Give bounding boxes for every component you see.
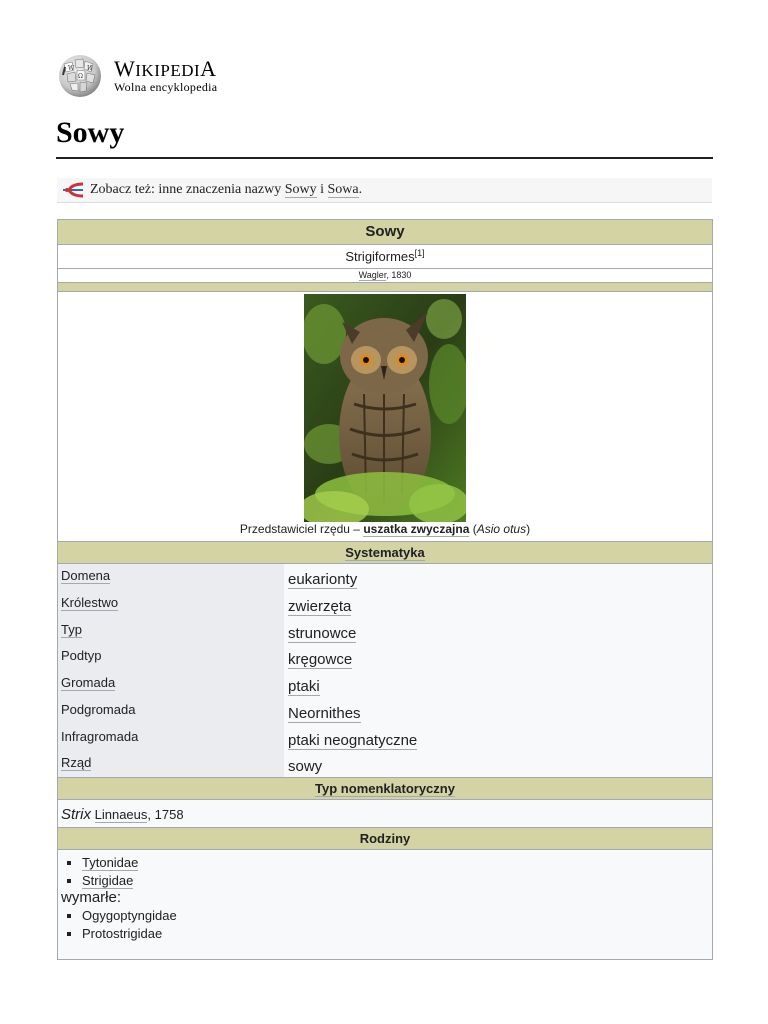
taxonomy-row: [58, 618, 712, 644]
page-title: Sowy: [56, 116, 125, 149]
wikipedia-tagline: Wolna encyklopedia: [114, 80, 218, 94]
systematics-link[interactable]: Systematyka: [345, 545, 425, 560]
author-link-linnaeus[interactable]: Linnaeus: [94, 807, 148, 822]
rank-value[interactable]: strunowce: [288, 625, 357, 642]
header-spacer: [58, 283, 712, 292]
families-header: Rodziny: [58, 828, 712, 850]
nomenclature-type-row: Strix Linnaeus, 1758: [58, 800, 712, 828]
disambiguation-hatnote: [57, 178, 712, 203]
taxonomy-row: [58, 698, 712, 724]
taxonomy-row: [58, 671, 712, 697]
rank-label: Podgromada: [61, 702, 136, 717]
taxonomy-row: [58, 725, 712, 751]
taxonomy-row: [58, 591, 712, 617]
rank-value[interactable]: ptaki: [288, 678, 320, 695]
author-link-wagler[interactable]: Wagler: [358, 270, 387, 280]
scientific-name: Strigiformes[1]: [58, 245, 712, 269]
taxonomy-table: [58, 564, 712, 778]
hatnote-text: Zobacz też: inne znaczenia nazwy Sowy i Sowa.: [90, 182, 363, 197]
species-link-uszatka[interactable]: uszatka zwyczajna: [363, 522, 470, 536]
hatnote-link-sowy[interactable]: Sowy: [284, 182, 317, 197]
rank-label: Podtyp: [61, 648, 102, 663]
reference-link[interactable]: [1]: [414, 248, 425, 258]
image-caption: Przedstawiciel rzędu – uszatka zwyczajna (Asio otus): [239, 522, 531, 536]
taxonomy-row: [58, 751, 712, 777]
family-item: [82, 854, 138, 872]
wikipedia-logo[interactable]: [56, 54, 256, 100]
rank-label: Infragromada: [61, 729, 139, 744]
taxon-author: Wagler, 1830: [58, 269, 712, 283]
rank-value[interactable]: Neornithes: [288, 705, 361, 722]
taxonomy-row: [58, 644, 712, 670]
rank-value[interactable]: kręgowce: [288, 651, 353, 668]
rank-label[interactable]: Królestwo: [61, 595, 119, 610]
systematics-header: [58, 542, 712, 564]
svg-text:Ω: Ω: [78, 73, 83, 80]
nomenclature-type-header: [58, 778, 712, 800]
taxobox: [57, 219, 713, 960]
svg-text:W: W: [68, 65, 75, 72]
nomenclature-type-link[interactable]: Typ nomenklatoryczny: [315, 781, 455, 796]
families-current: [58, 854, 138, 890]
rank-label[interactable]: Domena: [61, 568, 111, 583]
extinct-label: wymarłe:: [61, 889, 122, 906]
family-item: [82, 872, 138, 890]
families-list: [58, 850, 712, 959]
family-link[interactable]: Strigidae: [82, 873, 134, 888]
rank-value[interactable]: zwierzęta: [288, 598, 352, 615]
rank-label[interactable]: Gromada: [61, 675, 116, 690]
family-link[interactable]: Tytonidae: [82, 855, 139, 870]
type-genus: Strix: [61, 806, 91, 823]
rank-value[interactable]: ptaki neognatyczne: [288, 732, 418, 749]
hatnote-link-sowa[interactable]: Sowa: [327, 182, 359, 197]
svg-text:И: И: [87, 65, 93, 72]
wikipedia-globe-icon: [56, 54, 104, 98]
owl-photo[interactable]: [304, 294, 466, 522]
taxobox-image-row: [58, 292, 712, 542]
extinct-family-item: ▪ Protostrigidae: [82, 925, 177, 943]
rank-value: sowy: [288, 758, 323, 775]
families-extinct: [58, 907, 177, 943]
title-divider: [56, 157, 713, 159]
extinct-family-item: ▪ Ogygoptyngidae: [82, 907, 177, 925]
wikipedia-wordmark: WIKIPEDIA: [114, 56, 217, 81]
rank-label[interactable]: Rząd: [61, 755, 92, 770]
taxobox-title: Sowy: [58, 220, 712, 245]
taxonomy-row: [58, 564, 712, 590]
rank-label[interactable]: Typ: [61, 622, 82, 637]
disambiguation-icon: [61, 182, 85, 198]
rank-value[interactable]: eukarionty: [288, 571, 358, 588]
